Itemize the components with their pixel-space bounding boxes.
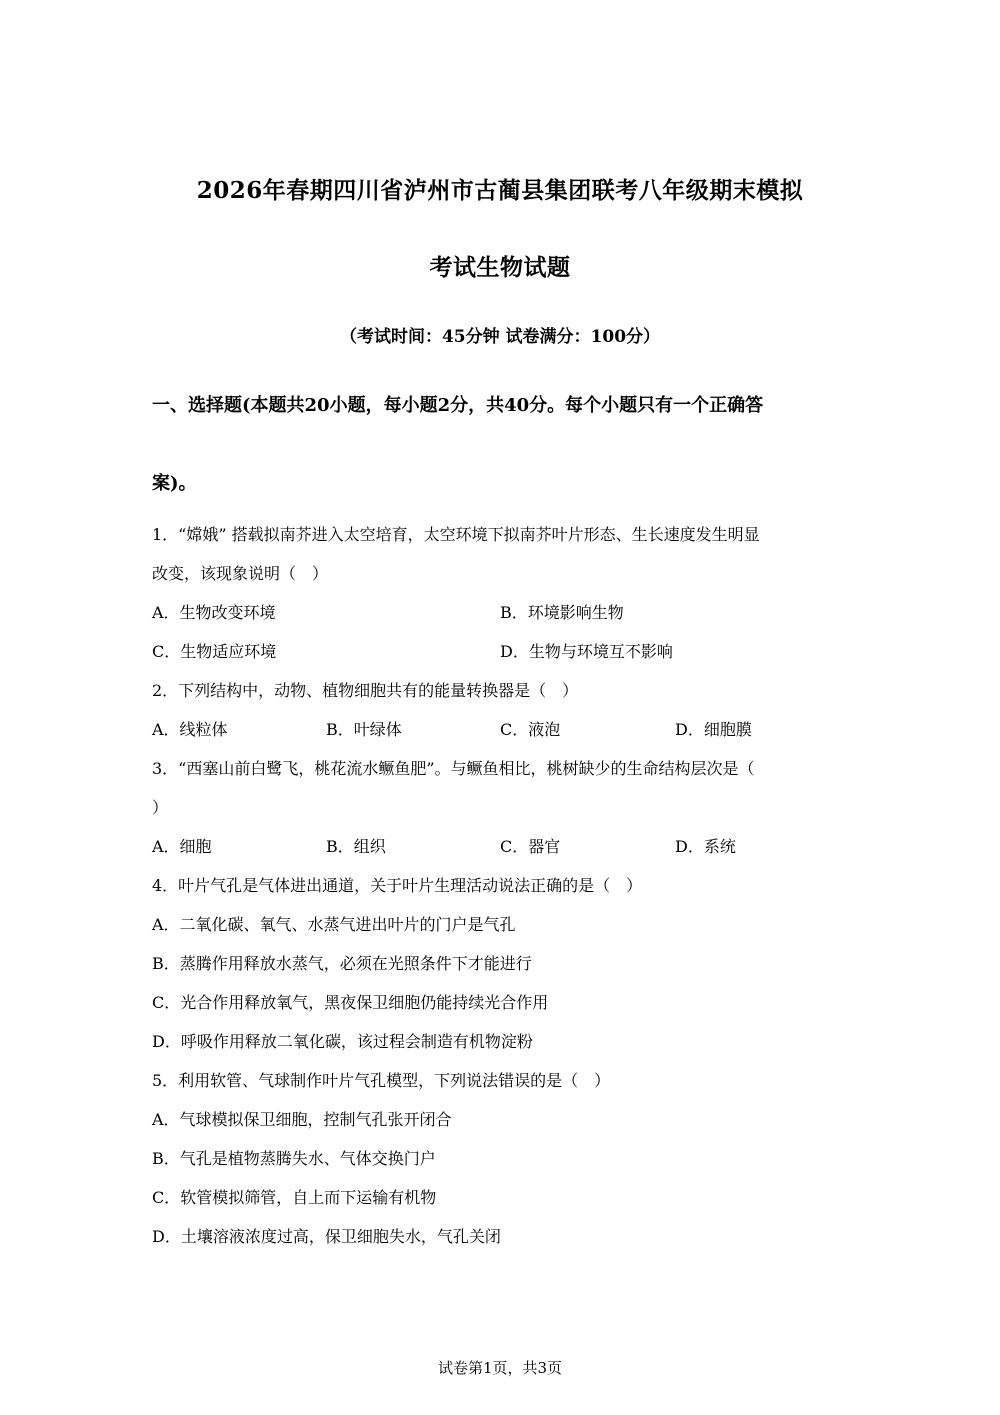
exam-info: （考试时间：45分钟 试卷满分：100分） xyxy=(339,327,661,347)
question-5-option-c: C．软管模拟筛管，自上而下运输有机物 xyxy=(152,1188,437,1207)
question-5-option-a: A．气球模拟保卫细胞，控制气孔张开闭合 xyxy=(152,1110,452,1129)
section-heading-line1: 一、选择题(本题共20小题，每小题2分，共40分。每个小题只有一个正确答 xyxy=(152,395,764,416)
question-4-option-d: D．呼吸作用释放二氧化碳，该过程会制造有机物淀粉 xyxy=(152,1032,533,1051)
question-4-option-c: C．光合作用释放氧气，黑夜保卫细胞仍能持续光合作用 xyxy=(152,993,549,1012)
question-3-stem-line2: ） xyxy=(152,798,169,817)
question-1-stem-line2: 改变，该现象说明（ ） xyxy=(152,564,329,583)
question-2-option-b: B．叶绿体 xyxy=(326,720,402,739)
exam-title-line2: 考试生物试题 xyxy=(429,254,571,281)
question-4-option-a: A．二氧化碳、氧气、水蒸气进出叶片的门户是气孔 xyxy=(152,915,516,934)
question-2-stem-line1: 2．下列结构中，动物、植物细胞共有的能量转换器是（ ） xyxy=(152,681,579,700)
question-5-stem-line1: 5．利用软管、气球制作叶片气孔模型，下列说法错误的是（ ） xyxy=(152,1071,611,1090)
question-5-option-d: D．土壤溶液浓度过高，保卫细胞失水，气孔关闭 xyxy=(152,1227,501,1246)
question-4-option-b: B．蒸腾作用释放水蒸气，必须在光照条件下才能进行 xyxy=(152,954,532,973)
question-2-option-c: C．液泡 xyxy=(500,720,561,739)
question-3-option-a: A．细胞 xyxy=(152,837,212,856)
question-2-option-a: A．线粒体 xyxy=(152,720,228,739)
question-1-stem-line1: 1．“嫦娥” 搭载拟南芥进入太空培育，太空环境下拟南芥叶片形态、生长速度发生明显 xyxy=(152,525,760,544)
question-4-stem-line1: 4．叶片气孔是气体进出通道，关于叶片生理活动说法正确的是（ ） xyxy=(152,876,643,895)
question-1-option-a: A．生物改变环境 xyxy=(152,603,276,622)
question-5-option-b: B．气孔是植物蒸腾失水、气体交换门户 xyxy=(152,1149,436,1168)
question-1-option-d: D．生物与环境互不影响 xyxy=(500,642,673,661)
question-3-option-c: C．器官 xyxy=(500,837,561,856)
question-3-option-d: D．系统 xyxy=(675,837,736,856)
section-heading-line2: 案)。 xyxy=(152,473,197,494)
question-3-option-b: B．组织 xyxy=(326,837,386,856)
question-1-option-b: B．环境影响生物 xyxy=(500,603,624,622)
question-2-option-d: D．细胞膜 xyxy=(675,720,752,739)
page-footer: 试卷第1页，共3页 xyxy=(437,1359,563,1377)
question-3-stem-line1: 3．“西塞山前白鹭飞，桃花流水鳜鱼肥”。与鳜鱼相比，桃树缺少的生命结构层次是（ xyxy=(152,759,755,778)
question-1-option-c: C．生物适应环境 xyxy=(152,642,277,661)
exam-title-line1: 2026年春期四川省泸州市古蔺县集团联考八年级期末模拟 xyxy=(196,177,804,204)
